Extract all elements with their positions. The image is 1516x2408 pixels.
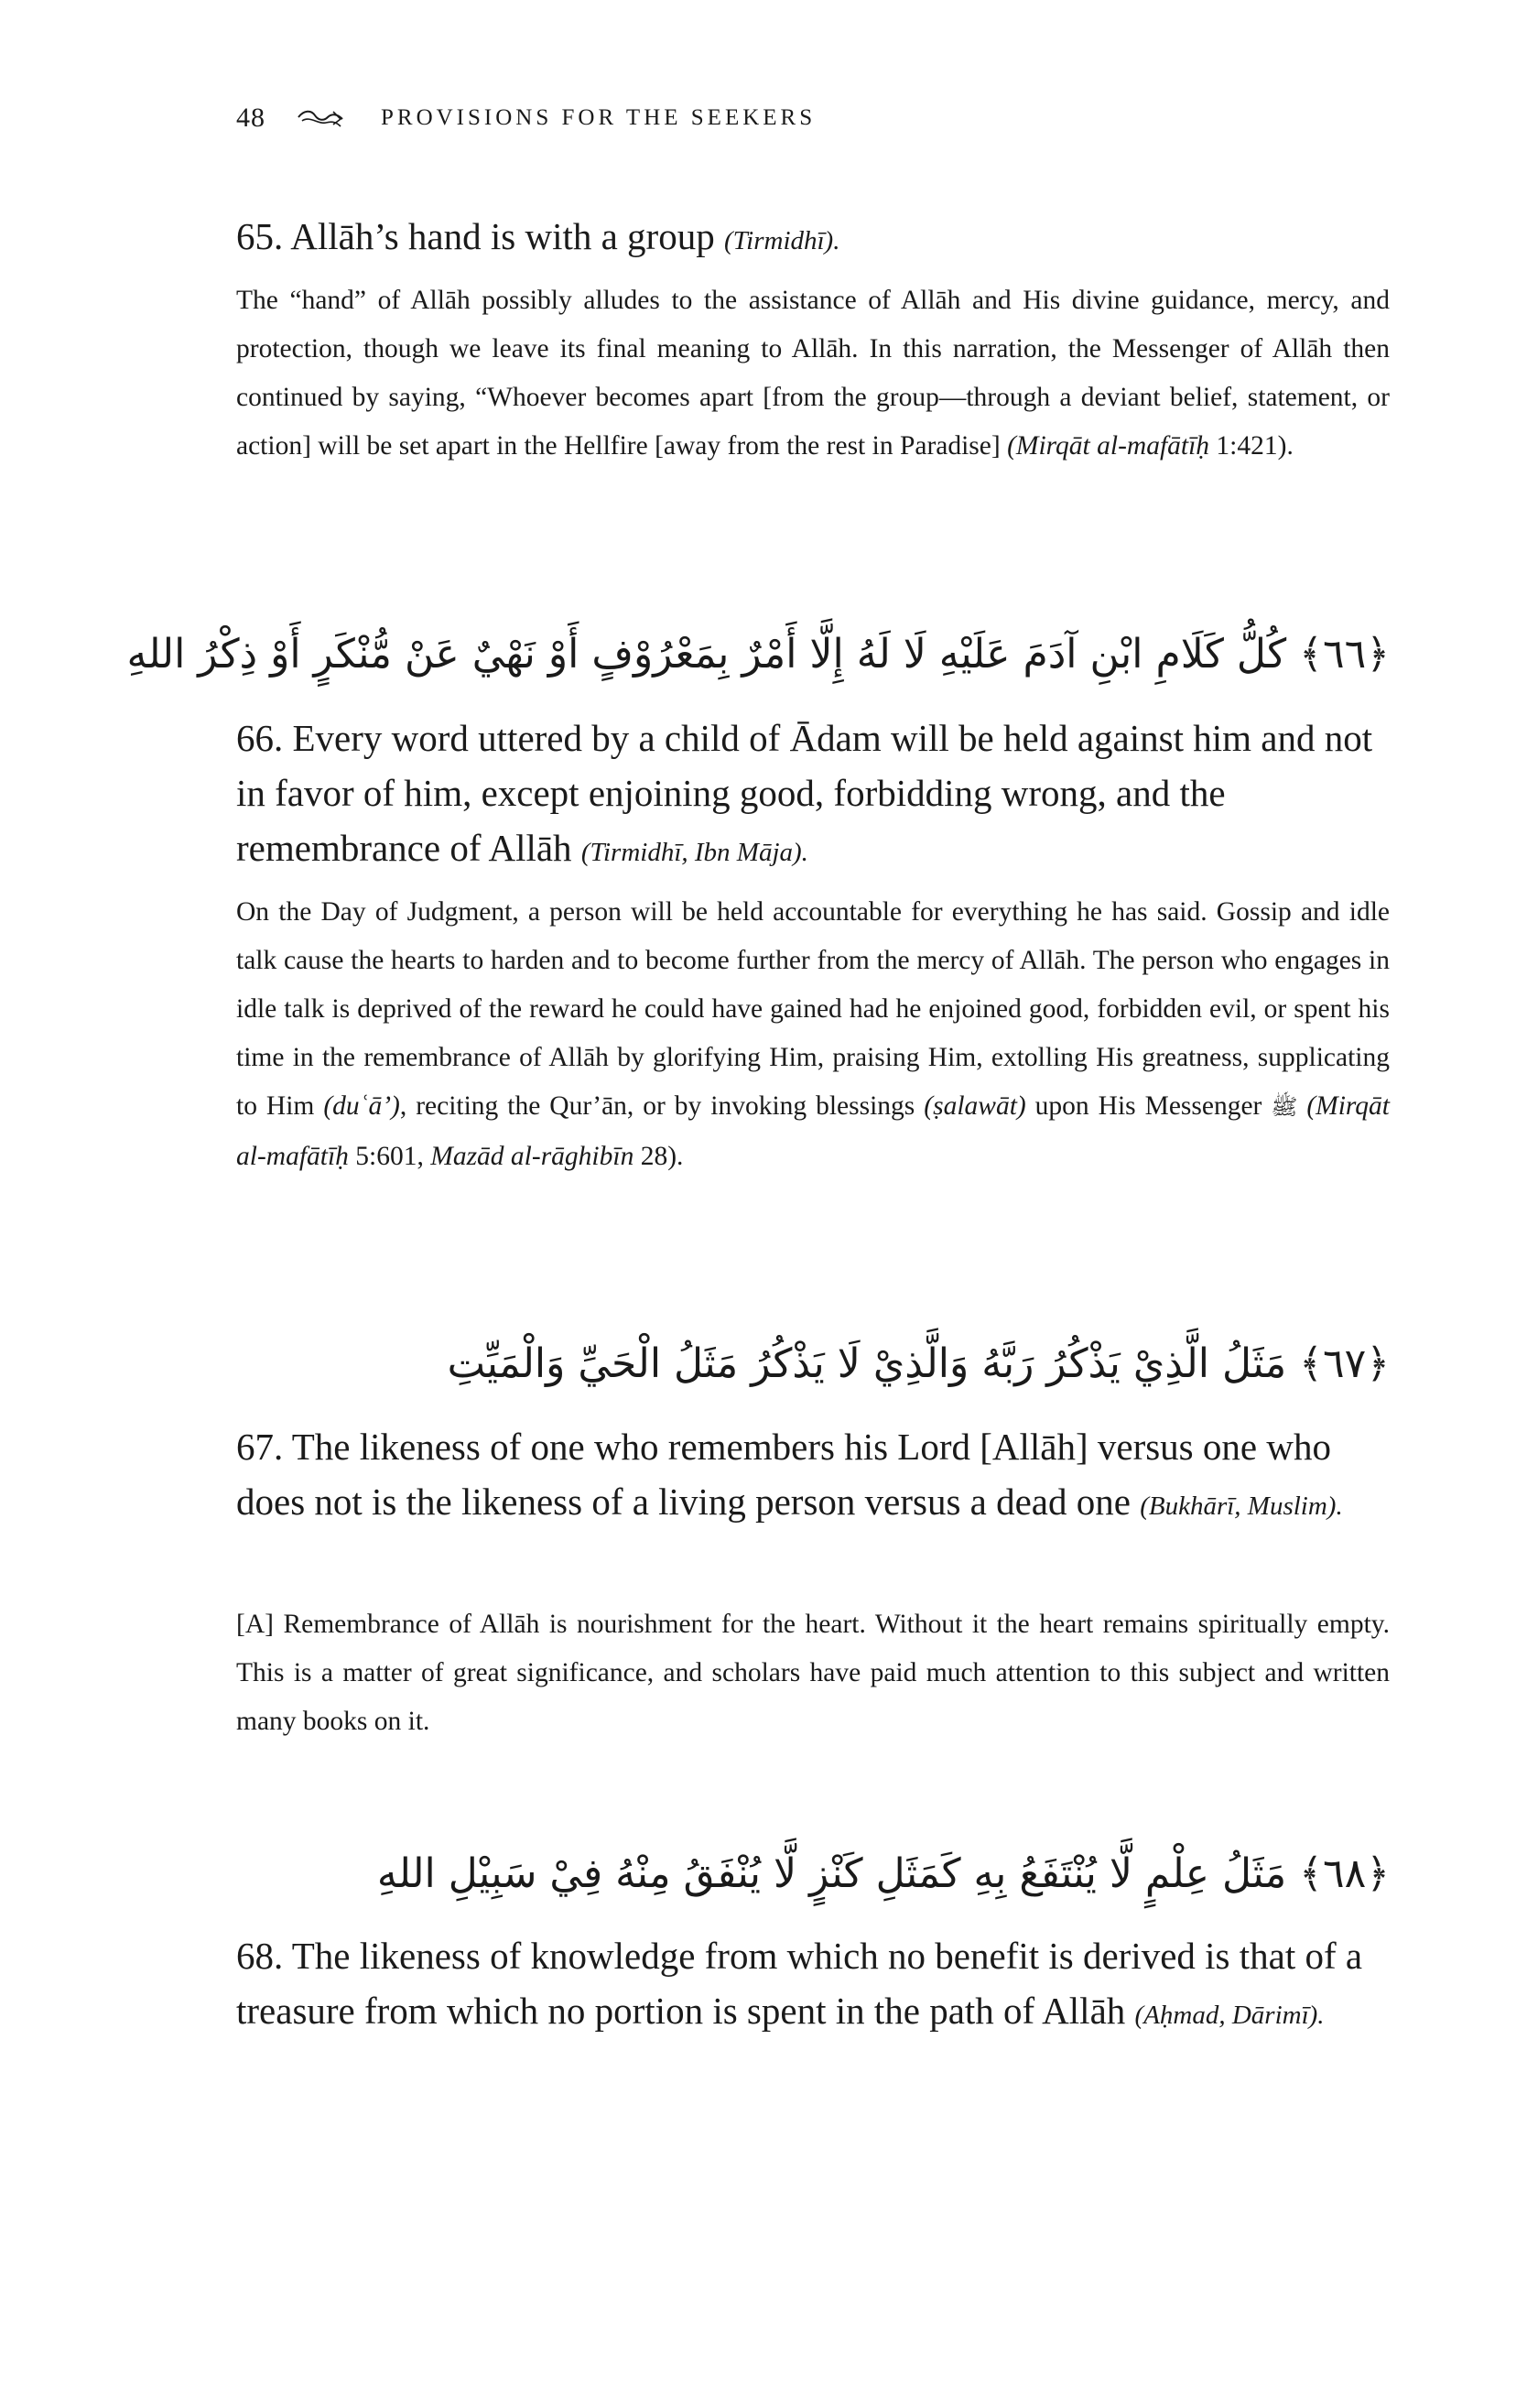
hadith-67-heading [236,1419,1390,1534]
hadith-68-arabic [236,1842,1390,1906]
hadith-67-arabic-number: ﴿٦٧﴾ [1299,1340,1390,1387]
hadith-66-commentary-reference-2: Mazād al-rāghibīn [430,1141,634,1171]
hadith-68-text: 68. The likeness of knowledge from which no benefit is derived is that of a treasure from which no portion is spent in the path of Allāh [236,1935,1363,2032]
hadith-65-text: 65. Allāh’s hand is with a group [236,215,724,257]
hadith-66-commentary-part-c: upon His Messenger [1025,1091,1272,1121]
hadith-65-commentary-text: The “hand” of Allāh possibly alludes to the assistance of Allāh and His divine guidance, mercy, and protection, though we leave its final meaning to Allāh. In this narration, the Messenger of Allāh then continued by saying, “Whoever becomes apart [from the group—through a deviant belief, statement, or action] will be set apart in the Hellfire [away from the rest in Paradise] [236,286,1390,461]
hadith-66-commentary-dua: (duʿā’) [323,1091,400,1121]
hadith-66-commentary-part-b: , reciting the Qur’ān, or by invoking blessings [399,1091,925,1121]
hadith-65-commentary-reference: (Mirqāt al-mafātīḥ [1007,431,1210,461]
hadith-65-heading [236,209,1390,268]
running-header [236,103,816,134]
hadith-66-arabic [126,623,1390,687]
flourish-ornament-icon [297,106,344,130]
hadith-66-commentary [236,888,1390,1181]
hadith-68-reference: (Aḥmad, Dārimī). [1134,2001,1325,2030]
hadith-67-arabic [236,1332,1390,1396]
running-title: PROVISIONS FOR THE SEEKERS [381,105,817,130]
hadith-65-commentary [236,277,1390,471]
hadith-66-heading [236,710,1390,880]
hadith-68-arabic-number: ﴿٦٨﴾ [1299,1850,1390,1897]
hadith-65-commentary-end: 1:421). [1209,431,1294,461]
hadith-67-reference: (Bukhārī, Muslim). [1140,1491,1343,1521]
hadith-66-arabic-number: ﴿٦٦﴾ [1299,631,1390,678]
hadith-66-reference: (Tirmidhī, Ibn Māja). [580,838,808,867]
hadith-68-heading [236,1928,1390,2043]
page-number: 48 [236,103,265,133]
hadith-67-commentary: [A] Remembrance of Allāh is nourishment for the heart. Without it the heart remains spiritually empty. This is a matter of great significance, and scholars have paid much attention to this subject and written many books on it. [236,1610,1390,1736]
hadith-66-text: 66. Every word uttered by a child of Ādam will be held against him and not in favor of him, except enjoining good, forbidding wrong, and the remembrance of Allāh [236,717,1373,869]
hadith-66-commentary-part-d: 5:601, [348,1141,431,1171]
hadith-66-arabic-text: كُلُّ كَلَامِ ابْنِ آدَمَ عَلَيْهِ لَا لَهُ إِلَّا أَمْرٌ بِمَعْرُوْفٍ أَوْ نَهْيٌ عَنْ مُّنْكَرٍ أَوْ ذِكْرُ اللهِ [126,631,1287,678]
hadith-68-arabic-text: مَثَلُ عِلْمٍ لَّا يُنْتَفَعُ بِهِ كَمَثَلِ كَنْزٍ لَّا يُنْفَقُ مِنْهُ فِيْ سَبِيْلِ اللهِ [376,1850,1287,1897]
hadith-67-arabic-text: مَثَلُ الَّذِيْ يَذْكُرُ رَبَّهُ وَالَّذِيْ لَا يَذْكُرُ مَثَلُ الْحَيِّ وَالْمَيِّتِ [447,1340,1287,1387]
hadith-66-commentary-part-a: On the Day of Judgment, a person will be held accountable for everything he has said. Gossip and idle talk cause the hearts to harden and to become further from the mercy of Allāh. The person who engages in idle talk is deprived of the reward he could have gained had he enjoined good, forbidden evil, or spent his time in the remembrance of Allāh by glorifying Him, praising Him, extolling His greatness, supplicating to Him [236,897,1390,1121]
hadith-66-commentary-salawat: (ṣalawāt) [924,1091,1026,1121]
hadith-65-reference: (Tirmidhī). [723,226,840,255]
hadith-66-commentary-part-e: 28). [633,1141,684,1171]
salawat-icon: ﷺ [1271,1095,1298,1120]
hadith-67-text: 67. The likeness of one who remembers his Lord [Allāh] versus one who does not is the likeness of a living person versus a dead one [236,1426,1331,1523]
hadith-66-commentary-reference-1: (Mirqāt al-mafātīḥ [236,1091,1391,1171]
